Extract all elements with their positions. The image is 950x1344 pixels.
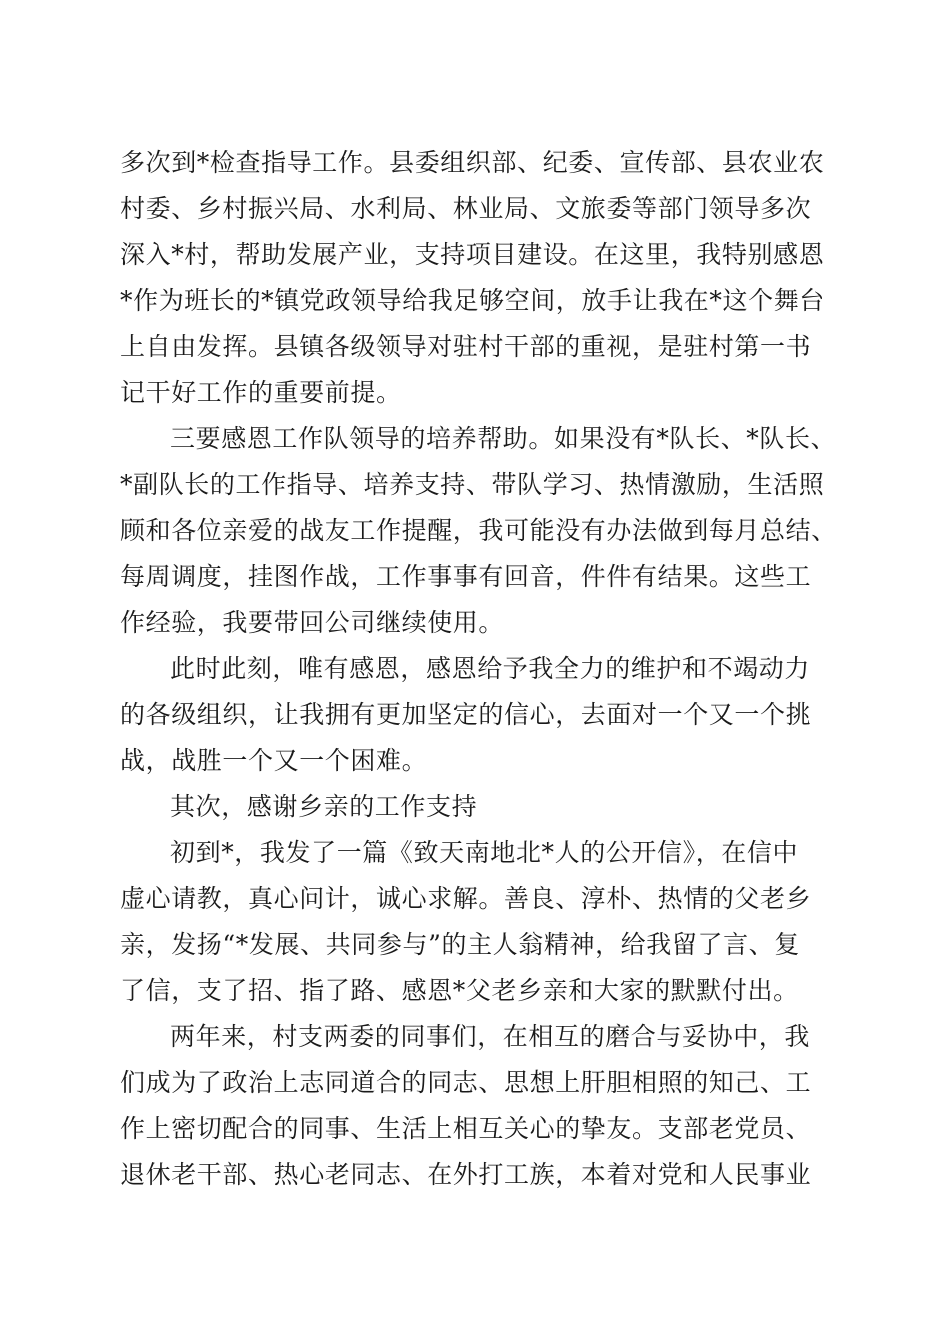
text-line: 两年来，村支两委的同事们，在相互的磨合与妥协中，我 (170, 1022, 811, 1051)
text-line: 记干好工作的重要前提。 (120, 378, 402, 407)
section-heading (120, 784, 832, 830)
text-line: 此时此刻，唯有感恩，感恩给予我全力的维护和不竭动力 (170, 654, 811, 683)
text-line: 作经验，我要带回公司继续使用。 (120, 608, 505, 637)
text-line: 多次到*检查指导工作。县委组织部、纪委、宣传部、县农业农 (120, 148, 825, 177)
text-line: *作为班长的*镇党政领导给我足够空间，放手让我在*这个舞台 (120, 286, 825, 315)
paragraph-leaders-support (120, 140, 832, 416)
text-line: 上自由发挥。县镇各级领导对驻村干部的重视，是驻村第一书 (120, 332, 812, 361)
paragraph-colleagues (120, 1014, 832, 1198)
text-line: 深入*村，帮助发展产业，支持项目建设。在这里，我特别感恩 (120, 240, 825, 269)
text-line: 战，战胜一个又一个困难。 (120, 746, 428, 775)
text-line: 村委、乡村振兴局、水利局、林业局、文旅委等部门领导多次 (120, 194, 812, 223)
text-line: 每周调度，挂图作战，工作事事有回音，件件有结果。这些工 (120, 562, 812, 591)
text-line: 退休老干部、热心老同志、在外打工族，本着对党和人民事业 (120, 1160, 812, 1189)
paragraph-gratitude (120, 646, 832, 784)
text-line: 三要感恩工作队领导的培养帮助。如果没有*队长、*队长、 (170, 424, 837, 453)
text-line: 其次，感谢乡亲的工作支持 (170, 792, 478, 821)
text-line: *副队长的工作指导、培养支持、带队学习、热情激励，生活照 (120, 470, 825, 499)
text-line: 们成为了政治上志同道合的同志、思想上肝胆相照的知己、工 (120, 1068, 812, 1097)
text-line: 顾和各位亲爱的战友工作提醒，我可能没有办法做到每月总结、 (120, 516, 837, 545)
text-line: 了信，支了招、指了路、感恩*父老乡亲和大家的默默付出。 (120, 976, 799, 1005)
paragraph-open-letter (120, 830, 832, 1014)
document-body (120, 140, 837, 1198)
text-line: 的各级组织，让我拥有更加坚定的信心，去面对一个又一个挑 (120, 700, 812, 729)
paragraph-team-leaders (120, 416, 837, 646)
text-line: 虚心请教，真心问计，诚心求解。善良、淳朴、热情的父老乡 (120, 884, 812, 913)
text-line: 亲，发扬“*发展、共同参与”的主人翁精神，给我留了言、复 (120, 930, 800, 959)
text-line: 初到*，我发了一篇《致天南地北*人的公开信》，在信中 (170, 838, 799, 867)
text-line: 作上密切配合的同事、生活上相互关心的挚友。支部老党员、 (120, 1114, 812, 1143)
